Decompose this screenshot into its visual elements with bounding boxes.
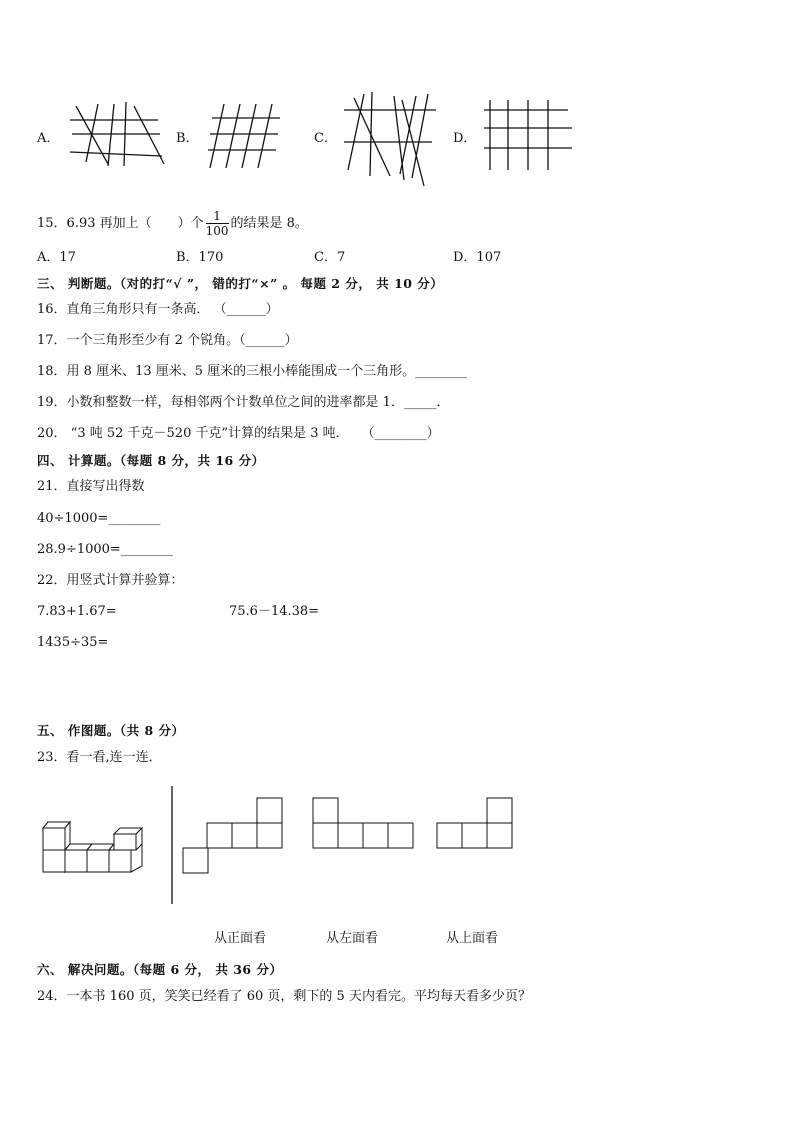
view-shape-3 <box>436 797 516 851</box>
figure-b-slanted-grid <box>206 100 286 172</box>
divider-line <box>171 786 175 906</box>
figure-d-square-grid <box>482 98 574 174</box>
option-a-label: A． <box>37 131 60 146</box>
q15-option-a: A．17 <box>37 250 76 265</box>
section-6-title: 六、 解决问题。（每题 6 分， 共 36 分） <box>37 962 283 977</box>
q16-text: 16．直角三角形只有一条高． （______） <box>37 302 279 317</box>
view-shape-2 <box>312 797 416 851</box>
option-b-label: B． <box>176 131 199 146</box>
q21-item-1: 40÷1000=________ <box>37 511 161 526</box>
q17-text: 17．一个三角形至少有 2 个锐角。（______） <box>37 333 298 348</box>
view-label-left: 从左面看 <box>326 931 379 946</box>
q15-text <box>37 206 308 242</box>
section-5-title: 五、 作图题。（共 8 分） <box>37 723 185 738</box>
q15-prefix: 15．6.93 再加上（ ）个 <box>37 216 204 231</box>
q19-text: 19．小数和整数一样，每相邻两个计数单位之间的进率都是 1．_____． <box>37 395 450 410</box>
q24-text: 24．一本书 160 页，笑笑已经看了 60 页，剩下的 5 天内看完。平均每天看多少页？ <box>37 989 531 1004</box>
view-label-front: 从正面看 <box>214 931 267 946</box>
q22-title: 22．用竖式计算并验算： <box>37 573 184 588</box>
q15-option-d: D．107 <box>453 250 502 265</box>
q23-title: 23．看一看,连一连． <box>37 750 162 765</box>
fraction-numerator: 1 <box>206 209 229 224</box>
q15-option-c: C．7 <box>314 250 346 265</box>
view-shape-1 <box>182 797 286 875</box>
q22-item-3: 1435÷35= <box>37 635 109 650</box>
section-4-title: 四、 计算题。（每题 8 分，共 16 分） <box>37 453 265 468</box>
section-3-title: 三、 判断题。（对的打“√ ”， 错的打“×” 。 每题 2 分， 共 10 分） <box>37 276 444 291</box>
option-d-label: D． <box>453 131 477 146</box>
figure-c-intersecting-lines <box>342 90 442 186</box>
q20-text: 20． “3 吨 52 千克－520 千克”计算的结果是 3 吨． （________） <box>37 426 440 441</box>
fraction <box>206 209 229 238</box>
figure-a-intersecting-lines <box>68 100 168 172</box>
q22-item-1: 7.83+1.67= <box>37 604 117 619</box>
q15-suffix: 的结果是 8。 <box>230 216 308 231</box>
fraction-denominator: 100 <box>205 224 229 238</box>
q15-option-b: B．170 <box>176 250 224 265</box>
view-label-top: 从上面看 <box>446 931 499 946</box>
option-c-label: C． <box>314 131 337 146</box>
q21-title: 21．直接写出得数 <box>37 479 145 494</box>
q21-item-2: 28.9÷1000=________ <box>37 542 173 557</box>
q22-item-2: 75.6－14.38= <box>229 604 320 619</box>
cube-solid-figure <box>40 820 160 880</box>
q18-text: 18．用 8 厘米、13 厘米、5 厘米的三根小棒能围成一个三角形。________ <box>37 364 468 379</box>
